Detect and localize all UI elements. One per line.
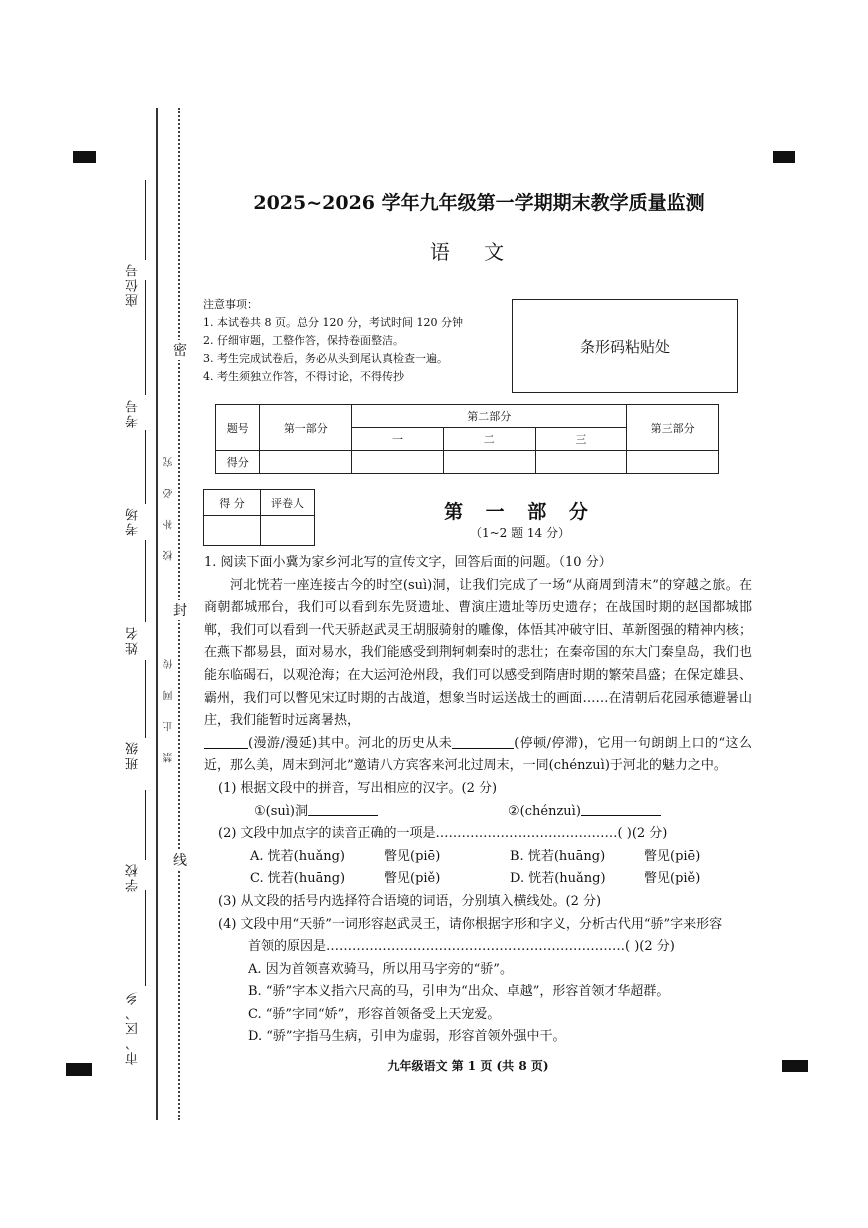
- school-label: 学校: [126, 862, 141, 892]
- answer-sui-blank[interactable]: [308, 801, 378, 816]
- school-field[interactable]: [145, 790, 146, 860]
- answer-sui: ①(suì)洞: [254, 803, 308, 819]
- subject-title: 语 文: [429, 240, 519, 264]
- seal-char-xian: 线: [173, 850, 187, 870]
- grader-score-cell[interactable]: [204, 516, 261, 546]
- option-c-word1[interactable]: C. 恍若(huāng): [250, 871, 346, 887]
- passage-part-b2: (停顿/停滞)，它用一句朗朗上口的“这么近，那么美，周末到河北”邀请八方宾客来河北过周末，一同(chénzuì)于河北的魅力之中。: [204, 735, 753, 774]
- score-table-part3: 第三部分: [627, 405, 719, 451]
- score-cell[interactable]: [260, 451, 352, 474]
- class-label: 班级: [126, 740, 141, 770]
- option-b-word1[interactable]: B. 恍若(huāng): [510, 848, 606, 864]
- barcode-label: 条形码粘贴处: [579, 337, 670, 356]
- seal-char-feng: 封: [173, 600, 187, 620]
- score-cell[interactable]: [352, 451, 444, 474]
- option-b-word2[interactable]: 瞥见(piē): [644, 848, 701, 864]
- grader-score-label: 得 分: [204, 490, 261, 516]
- option-d-word2[interactable]: 瞥见(piě): [644, 871, 701, 887]
- score-table-header-label: 题号: [216, 405, 260, 451]
- option-a[interactable]: A. 因为首领喜欢骑马，所以用马字旁的“骄”。: [248, 961, 513, 977]
- reading-passage: [204, 575, 752, 778]
- grader-name-cell[interactable]: [261, 516, 315, 546]
- option-a-word2[interactable]: 瞥见(piē): [384, 848, 441, 864]
- question-1: [204, 552, 752, 1049]
- score-cell[interactable]: [627, 451, 719, 474]
- notice-item: 3. 考生完成试卷后，务必从头到尾认真检查一遍。: [203, 352, 448, 365]
- option-c-word2[interactable]: 瞥见(piě): [384, 871, 441, 887]
- sub-question-2-options: [204, 846, 752, 891]
- notice-heading: 注意事项：: [203, 298, 258, 311]
- grader-name-label: 评卷人: [261, 490, 315, 516]
- class-field[interactable]: [145, 660, 146, 738]
- district-field[interactable]: [145, 890, 146, 986]
- notice-item: 4. 考生须独立作答，不得讨论，不得传抄: [203, 370, 404, 383]
- score-cell[interactable]: [535, 451, 627, 474]
- option-b[interactable]: B. “骄”字本义指六尺高的马，引申为“出众、卓越”，形容首领才华超群。: [248, 984, 670, 1000]
- score-table-part2-sub: 二: [443, 428, 535, 451]
- notice-item: 2. 仔细审题，工整作答，保持卷面整洁。: [203, 334, 404, 347]
- sub-question-2: (2) 文段中加点字的读音正确的一项是……………………………………( )(2 分): [218, 826, 668, 842]
- barcode-box[interactable]: [512, 299, 738, 393]
- option-d[interactable]: D. “骄”字指马生病，引申为虚弱，形容首领外强中干。: [248, 1029, 566, 1045]
- score-table-score-label: 得分: [216, 451, 260, 474]
- name-field[interactable]: [145, 540, 146, 622]
- part-one-title: 第 一 部 分: [444, 501, 596, 523]
- passage-part-b1: (漫游/漫延)其中。河北的历史从未: [248, 735, 453, 751]
- sub-question-4-line1: (4) 文段中用“天骄”一词形容赵武灵王，请你根据字形和字义，分析古代用“骄”字来形容: [218, 916, 723, 932]
- option-d-word1[interactable]: D. 恍若(huǎng): [510, 871, 606, 887]
- exam-room-field[interactable]: [145, 430, 146, 504]
- exam-title: 2025~2026 学年九年级第一学期期末教学质量监测: [253, 192, 705, 214]
- sub-question-4-line2: 首领的原因是……………………………………………………………( )(2 分): [248, 939, 675, 955]
- part-one-subtitle: （1~2 题 14 分）: [469, 526, 571, 540]
- exam-number-label: 考号: [126, 398, 141, 428]
- score-table-part1: 第一部分: [260, 405, 352, 451]
- option-c[interactable]: C. “骄”字同“娇”，形容首领备受上天宠爱。: [248, 1006, 501, 1022]
- seal-note-1: 校 补 必 究: [164, 448, 175, 561]
- notice-block: [203, 296, 463, 386]
- district-label: 市、区、乡: [126, 990, 141, 1065]
- registration-mark-top-left: [73, 151, 96, 163]
- notice-item: 1. 本试卷共 8 页。总分 120 分，考试时间 120 分钟: [203, 316, 463, 329]
- score-cell[interactable]: [443, 451, 535, 474]
- seal-char-mi: 密: [173, 340, 187, 360]
- registration-mark-top-right: [773, 151, 795, 163]
- score-table: [215, 404, 719, 474]
- name-label: 姓名: [126, 625, 141, 655]
- seat-number-label: 座位号: [126, 262, 141, 307]
- answer-chenzui: ②(chénzuì): [508, 803, 581, 819]
- exam-room-label: 考场: [126, 506, 141, 536]
- seal-note-2: 禁 止 网 传: [164, 650, 175, 763]
- answer-chenzui-blank[interactable]: [581, 801, 661, 816]
- exam-number-field[interactable]: [145, 280, 146, 395]
- sub-question-1: (1) 根据文段中的拼音，写出相应的汉字。(2 分): [218, 780, 498, 796]
- page-footer: 九年级语文 第 1 页 (共 8 页): [387, 1059, 549, 1073]
- option-a-word1[interactable]: A. 恍若(huǎng): [250, 848, 345, 864]
- passage-part-a: 河北恍若一座连接古今的时空(suì)洞，让我们完成了一场“从商周到清末”的穿越之旅。在商朝都城邢台，我们可以看到东先贤遗址、曹演庄遗址等历史遗存；在战国时期的赵国都城邯郸，我们可以看到一代天骄赵武灵王胡服骑射的雕像，体悟其冲破守旧、革新图强的精神内核；在燕下都易县，面对易水，我们能感受到荆轲刺秦时的悲壮；在秦帝国的东大门秦皇岛，我们也能东临碣石，以观沧海；在大运河沧州段，我们可以感受到隋唐时期的繁荣昌盛；在保定雄县、霸州，我们可以瞥见宋辽时期的古战道，想象当时运送战士的画面……在清朝后花园承德避暑山庄，我们能暂时远离暑热，: [204, 577, 752, 729]
- score-table-part2-sub: 一: [352, 428, 444, 451]
- blank-1[interactable]: [204, 734, 248, 749]
- grader-box: [203, 489, 315, 546]
- sub-question-1-answers: [204, 801, 752, 824]
- blank-2[interactable]: [452, 734, 514, 749]
- sub-question-3: (3) 从文段的括号内选择符合语境的词语，分别填入横线处。(2 分): [218, 893, 602, 909]
- score-table-part2: 第二部分: [352, 405, 627, 428]
- question-stem: 1. 阅读下面小冀为家乡河北写的宣传文字，回答后面的问题。（10 分）: [204, 555, 612, 570]
- score-table-part2-sub: 三: [535, 428, 627, 451]
